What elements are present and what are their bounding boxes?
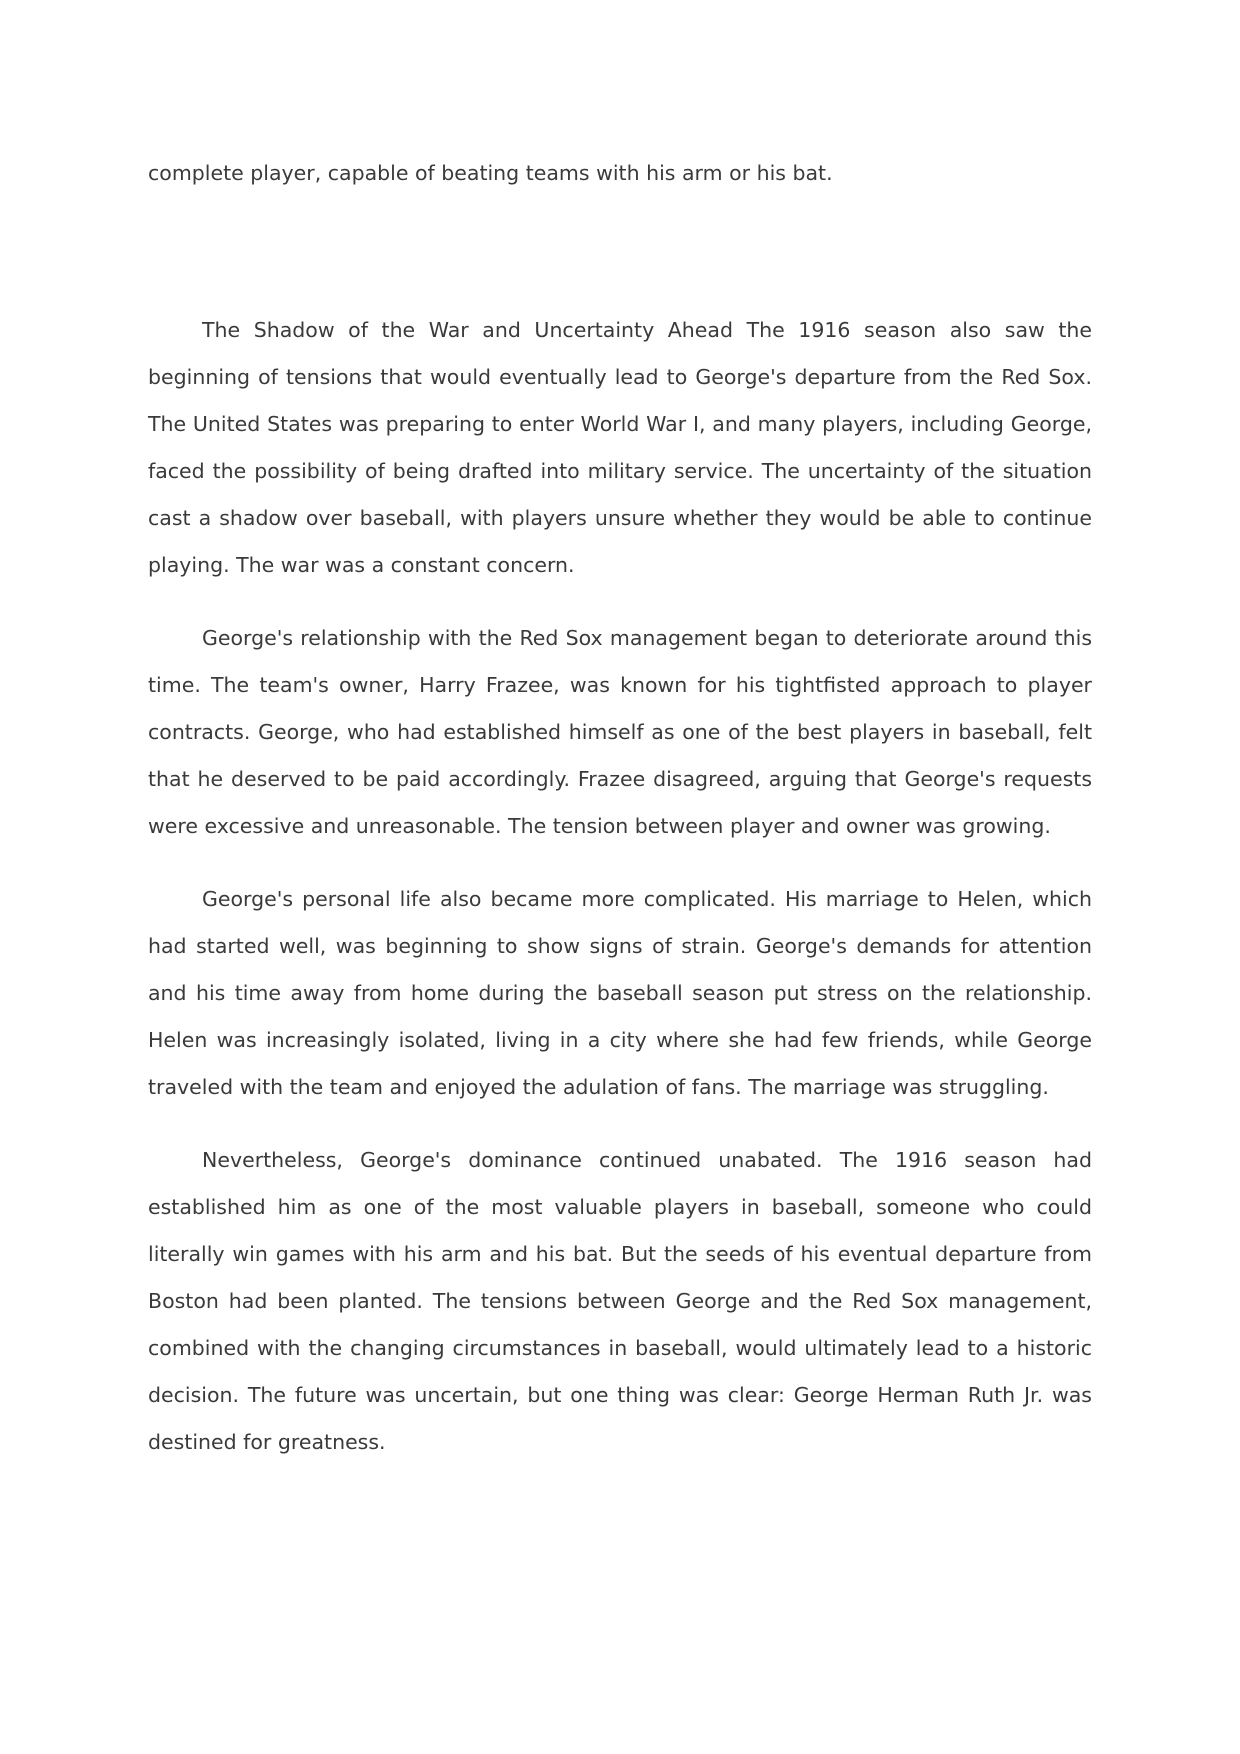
paragraph-management-relationship: George's relationship with the Red Sox management began to deteriorate around this time. The team's owner, Harry Frazee, was known for his tightfisted approach to player contracts. George, who had established himself as one of the best players in baseball, felt that he deserved to be paid accordingly. Frazee disagreed, arguing that George's requests were excessive and unreasonable. The tension between player and owner was growing. — [148, 626, 1092, 838]
paragraph-dominance: Nevertheless, George's dominance continued unabated. The 1916 season had established him as one of the most valuable players in baseball, someone who could literally win games with his arm and his bat. But the seeds of his eventual departure from Boston had been planted. The tensions between George and the Red Sox management, combined with the changing circumstances in baseball, would ultimately lead to a historic decision. The future was uncertain, but one thing was clear: George Herman Ruth Jr. was destined for greatness. — [148, 1148, 1092, 1454]
continuation-line: complete player, capable of beating teams with his arm or his bat. — [148, 161, 833, 185]
paragraph-personal-life: George's personal life also became more complicated. His marriage to Helen, which had started well, was beginning to show signs of strain. George's demands for attention and his time away from home during the baseball season put stress on the relationship. Helen was increasingly isolated, living in a city where she had few friends, while George traveled with the team and enjoyed the adulation of fans. The marriage was struggling. — [148, 887, 1092, 1099]
document-page — [148, 150, 1092, 1466]
paragraph-war-uncertainty: The Shadow of the War and Uncertainty Ahead The 1916 season also saw the beginning of tensions that would eventually lead to George's departure from the Red Sox. The United States was preparing to enter World War I, and many players, including George, faced the possibility of being drafted into military service. The uncertainty of the situation cast a shadow over baseball, with players unsure whether they would be able to continue playing. The war was a constant concern. — [148, 318, 1092, 577]
